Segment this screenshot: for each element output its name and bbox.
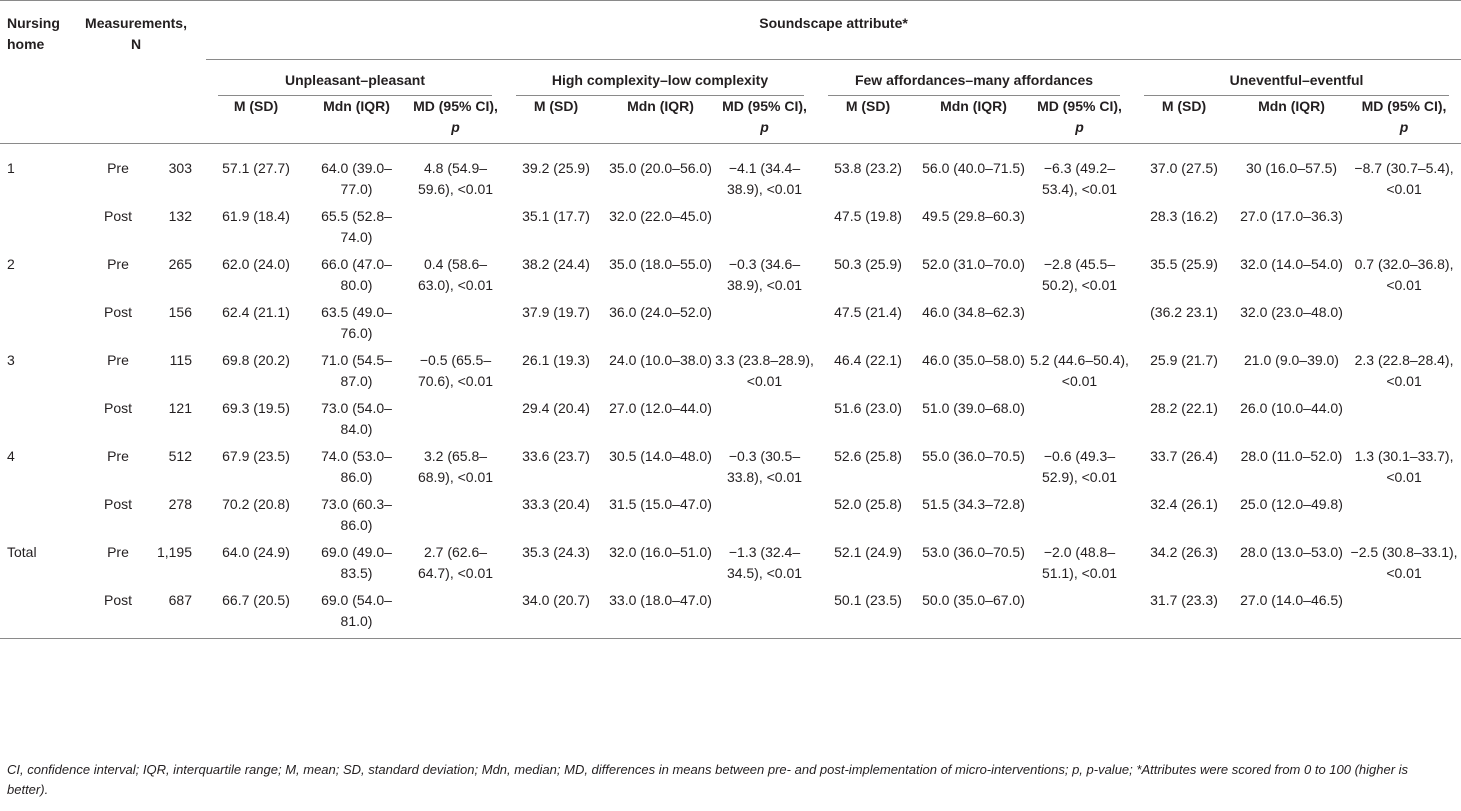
table-cell: 52.0 (31.0–70.0) <box>922 256 1025 272</box>
table-cell: 51.0 (39.0–68.0) <box>922 400 1025 416</box>
sub-header-md-ci <box>1347 96 1461 144</box>
table-row <box>0 584 1461 638</box>
table-cell: 30 (16.0–57.5) <box>1245 160 1338 176</box>
table-cell: 3.2 (65.8–68.9), <0.01 <box>417 448 494 485</box>
group-header-uneventful-eventful <box>1132 60 1461 97</box>
cell-phase: Post <box>103 496 132 512</box>
table-cell <box>713 584 816 638</box>
group-label: Unpleasant–pleasant <box>218 60 492 96</box>
table-cell: 1.3 (30.1–33.7), <0.01 <box>1354 448 1454 485</box>
table-cell: 49.5 (29.8–60.3) <box>922 208 1025 224</box>
table-cell: −0.6 (49.3–52.9), <0.01 <box>1041 448 1118 485</box>
table-cell: 52.0 (25.8) <box>834 496 902 512</box>
table-cell: 3.3 (23.8–28.9), <0.01 <box>715 352 814 389</box>
table-cell: 61.9 (18.4) <box>222 208 290 224</box>
table-row <box>0 296 1461 344</box>
table-cell: (36.2 23.1) <box>1150 304 1218 320</box>
cell-nursing-home <box>0 392 80 440</box>
table-cell: 27.0 (12.0–44.0) <box>609 400 712 416</box>
table-cell: 29.4 (20.4) <box>522 400 590 416</box>
cell-n: 265 <box>168 256 192 272</box>
table-cell: 50.1 (23.5) <box>834 592 902 608</box>
table-cell: 35.5 (25.9) <box>1150 256 1218 272</box>
table-row <box>0 144 1461 201</box>
table-cell <box>1347 488 1461 536</box>
table-cell: 0.4 (58.6–63.0), <0.01 <box>417 256 494 293</box>
cell-nursing-home: 3 <box>7 352 15 368</box>
table-cell: −1.3 (32.4–34.5), <0.01 <box>726 544 803 581</box>
table-cell: 55.0 (36.0–70.5) <box>922 448 1025 464</box>
table-cell: 24.0 (10.0–38.0) <box>609 352 712 368</box>
cell-n: 115 <box>169 352 192 368</box>
table-row <box>0 248 1461 296</box>
table-cell: −4.1 (34.4–38.9), <0.01 <box>726 160 803 197</box>
table-cell: 32.0 (22.0–45.0) <box>609 208 712 224</box>
table-cell: −6.3 (49.2–53.4), <0.01 <box>1041 160 1118 197</box>
cell-n: 687 <box>168 592 192 608</box>
table-cell: 50.0 (35.0–67.0) <box>922 592 1025 608</box>
table-cell: 26.0 (10.0–44.0) <box>1240 400 1343 416</box>
table-footnote: CI, confidence interval; IQR, interquartile range; M, mean; SD, standard deviation; Mdn, median; MD, differences in means between pre- and post-implementation of micro-interventions; p, p-value; *Attributes were scored from 0 to 100 (higher is better). <box>7 762 1409 797</box>
sub-header-mdn-iqr: Mdn (IQR) <box>1258 98 1325 114</box>
sub-header-m-sd: M (SD) <box>233 98 279 114</box>
table-cell: 2.7 (62.6–64.7), <0.01 <box>417 544 494 581</box>
cell-phase: Post <box>103 208 132 224</box>
table-cell <box>713 488 816 536</box>
table-cell: 50.3 (25.9) <box>834 256 902 272</box>
table-cell: 27.0 (14.0–46.5) <box>1240 592 1343 608</box>
table-cell: −0.3 (30.5–33.8), <0.01 <box>726 448 803 485</box>
sub-header-mdn-iqr: Mdn (IQR) <box>323 98 390 114</box>
table-cell: 32.4 (26.1) <box>1150 496 1218 512</box>
table-cell: 69.8 (20.2) <box>222 352 290 368</box>
table-cell: 64.0 (39.0–77.0) <box>321 160 392 197</box>
table-cell: 65.5 (52.8–74.0) <box>321 208 392 245</box>
table-cell: 32.0 (23.0–48.0) <box>1240 304 1343 320</box>
col-header-measurements: Measurements, N <box>85 15 187 52</box>
table-cell: 37.9 (19.7) <box>522 304 590 320</box>
sub-header-p-label: p <box>1399 119 1409 135</box>
table-cell: 74.0 (53.0–86.0) <box>321 448 392 485</box>
group-label: Uneventful–eventful <box>1144 60 1449 96</box>
cell-n: 278 <box>168 496 192 512</box>
table-cell: 2.3 (22.8–28.4), <0.01 <box>1354 352 1454 389</box>
table-cell: 21.0 (9.0–39.0) <box>1244 352 1339 368</box>
table-cell: 28.2 (22.1) <box>1150 400 1218 416</box>
table-cell: 71.0 (54.5–87.0) <box>321 352 392 389</box>
table-cell <box>1027 296 1132 344</box>
table-cell: 35.3 (24.3) <box>522 544 590 560</box>
table-row <box>0 536 1461 584</box>
table-cell: 69.0 (49.0–83.5) <box>321 544 392 581</box>
table-cell <box>1027 584 1132 638</box>
table-cell: 70.2 (20.8) <box>222 496 290 512</box>
group-header-affordances <box>816 60 1132 97</box>
cell-phase: Pre <box>107 544 129 560</box>
table-cell <box>407 200 504 248</box>
table-cell: 62.4 (21.1) <box>222 304 290 320</box>
cell-n: 512 <box>168 448 192 464</box>
cell-nursing-home: 1 <box>7 160 15 176</box>
table-cell <box>713 296 816 344</box>
table-cell: 51.5 (34.3–72.8) <box>922 496 1025 512</box>
group-label: Few affordances–many affordances <box>828 60 1120 96</box>
table-cell <box>407 392 504 440</box>
table-cell: 39.2 (25.9) <box>522 160 590 176</box>
table-cell: 28.3 (16.2) <box>1150 208 1218 224</box>
table-cell: 35.1 (17.7) <box>522 208 590 224</box>
table-cell <box>1027 200 1132 248</box>
table-cell <box>713 392 816 440</box>
table-cell: 63.5 (49.0–76.0) <box>321 304 392 341</box>
col-header-soundscape-attribute: Soundscape attribute* <box>206 1 1461 60</box>
table-cell: −2.8 (45.5–50.2), <0.01 <box>1041 256 1118 293</box>
table-cell <box>1347 200 1461 248</box>
table-cell: 52.6 (25.8) <box>834 448 902 464</box>
table-cell: 53.0 (36.0–70.5) <box>922 544 1025 560</box>
table-cell: 5.2 (44.6–50.4), <0.01 <box>1030 352 1129 389</box>
table-cell: 38.2 (24.4) <box>522 256 590 272</box>
table-cell <box>407 584 504 638</box>
table-row <box>0 344 1461 392</box>
cell-phase: Pre <box>107 160 129 176</box>
table-cell: 26.1 (19.3) <box>522 352 590 368</box>
table-cell: −8.7 (30.7–5.4), <0.01 <box>1354 160 1454 197</box>
table-cell: 37.0 (27.5) <box>1150 160 1218 176</box>
table-cell: 25.9 (21.7) <box>1150 352 1218 368</box>
table-cell: 35.0 (20.0–56.0) <box>609 160 712 176</box>
cell-nursing-home: 2 <box>7 256 15 272</box>
table-cell: 31.5 (15.0–47.0) <box>609 496 712 512</box>
cell-phase: Pre <box>107 256 129 272</box>
table-cell: 52.1 (24.9) <box>834 544 902 560</box>
sub-header-md-ci <box>1027 96 1132 144</box>
table-cell: 69.3 (19.5) <box>222 400 290 416</box>
table-cell <box>1347 584 1461 638</box>
table-cell: 46.0 (35.0–58.0) <box>922 352 1025 368</box>
table-row <box>0 440 1461 488</box>
table-cell: 25.0 (12.0–49.8) <box>1240 496 1343 512</box>
table-cell: 66.0 (47.0–80.0) <box>321 256 392 293</box>
cell-phase: Post <box>103 592 132 608</box>
sub-header-md-label: MD (95% CI), <box>1361 98 1447 114</box>
table-cell: 47.5 (19.8) <box>834 208 902 224</box>
sub-header-m-sd: M (SD) <box>1161 98 1207 114</box>
table-cell: 34.2 (26.3) <box>1150 544 1218 560</box>
cell-n: 1,195 <box>156 544 192 560</box>
cell-nursing-home <box>0 488 80 536</box>
sub-header-md-label: MD (95% CI), <box>722 98 807 114</box>
table-cell: 36.0 (24.0–52.0) <box>609 304 712 320</box>
group-header-complexity <box>504 60 816 97</box>
table-cell: 62.0 (24.0) <box>222 256 290 272</box>
cell-phase: Post <box>103 400 132 416</box>
table-header <box>0 1 1461 144</box>
table-cell: 35.0 (18.0–55.0) <box>609 256 712 272</box>
table-row <box>0 200 1461 248</box>
table-cell: −2.5 (30.8–33.1), <0.01 <box>1350 544 1458 581</box>
group-label: High complexity–low complexity <box>516 60 804 96</box>
col-header-nursing-home: Nursing home <box>7 15 60 52</box>
table-cell: 46.0 (34.8–62.3) <box>922 304 1025 320</box>
table-cell: 32.0 (14.0–54.0) <box>1240 256 1343 272</box>
sub-header-m-sd: M (SD) <box>533 98 579 114</box>
cell-phase: Post <box>103 304 132 320</box>
cell-phase: Pre <box>107 352 129 368</box>
group-header-unpleasant-pleasant <box>206 60 504 97</box>
table-cell <box>1027 392 1132 440</box>
table-cell: 33.6 (23.7) <box>522 448 590 464</box>
table-cell: 32.0 (16.0–51.0) <box>609 544 712 560</box>
cell-nursing-home <box>0 200 80 248</box>
table-cell <box>1027 488 1132 536</box>
table-cell: 0.7 (32.0–36.8), <0.01 <box>1354 256 1454 293</box>
table-row <box>0 488 1461 536</box>
cell-n: 156 <box>168 304 192 320</box>
table-cell: 73.0 (54.0–84.0) <box>321 400 392 437</box>
table-cell: 33.0 (18.0–47.0) <box>609 592 712 608</box>
table-cell <box>407 488 504 536</box>
table-cell: 67.9 (23.5) <box>222 448 290 464</box>
cell-nursing-home: Total <box>7 544 37 560</box>
table-cell: 31.7 (23.3) <box>1150 592 1218 608</box>
table-cell <box>713 200 816 248</box>
sub-header-md-ci <box>713 96 816 144</box>
sub-header-p-label: p <box>760 119 769 135</box>
table-cell: 33.7 (26.4) <box>1150 448 1218 464</box>
cell-nursing-home: 4 <box>7 448 15 464</box>
sub-header-p-label: p <box>1075 119 1084 135</box>
table-cell <box>1347 296 1461 344</box>
table-cell <box>1347 392 1461 440</box>
table-cell: 47.5 (21.4) <box>834 304 902 320</box>
sub-header-mdn-iqr: Mdn (IQR) <box>627 98 694 114</box>
cell-phase: Pre <box>107 448 129 464</box>
table-cell: 46.4 (22.1) <box>834 352 902 368</box>
table-cell: 30.5 (14.0–48.0) <box>609 448 712 464</box>
cell-nursing-home <box>0 296 80 344</box>
table-cell: 27.0 (17.0–36.3) <box>1240 208 1343 224</box>
table-cell: 56.0 (40.0–71.5) <box>922 160 1025 176</box>
table-row <box>0 392 1461 440</box>
cell-n: 132 <box>168 208 192 224</box>
table-cell <box>407 296 504 344</box>
sub-header-md-ci <box>407 96 504 144</box>
sub-header-mdn-iqr: Mdn (IQR) <box>940 98 1007 114</box>
table-cell: −0.3 (34.6–38.9), <0.01 <box>726 256 803 293</box>
sub-header-md-label: MD (95% CI), <box>413 98 498 114</box>
sub-header-md-label: MD (95% CI), <box>1037 98 1122 114</box>
cell-n: 303 <box>168 160 192 176</box>
sub-header-m-sd: M (SD) <box>845 98 891 114</box>
sub-header-p-label: p <box>451 119 460 135</box>
cell-n: 121 <box>168 400 192 416</box>
table-cell: 4.8 (54.9–59.6), <0.01 <box>417 160 494 197</box>
sub-header-row <box>0 96 1461 144</box>
table-cell: 64.0 (24.9) <box>222 544 290 560</box>
cell-nursing-home <box>0 584 80 638</box>
table-cell: 28.0 (11.0–52.0) <box>1240 448 1343 464</box>
table-cell: 53.8 (23.2) <box>834 160 902 176</box>
table-cell: 28.0 (13.0–53.0) <box>1240 544 1343 560</box>
table-cell: 66.7 (20.5) <box>222 592 290 608</box>
table-cell: 73.0 (60.3–86.0) <box>321 496 392 533</box>
table-cell: −0.5 (65.5–70.6), <0.01 <box>417 352 494 389</box>
table-body <box>0 144 1461 639</box>
table-cell: 57.1 (27.7) <box>222 160 290 176</box>
table-cell: 33.3 (20.4) <box>522 496 590 512</box>
table-cell: 51.6 (23.0) <box>834 400 902 416</box>
table-cell: 69.0 (54.0–81.0) <box>321 592 392 629</box>
table-cell: −2.0 (48.8–51.1), <0.01 <box>1041 544 1118 581</box>
table-bottom-rule <box>0 638 1461 639</box>
table-cell: 34.0 (20.7) <box>522 592 590 608</box>
